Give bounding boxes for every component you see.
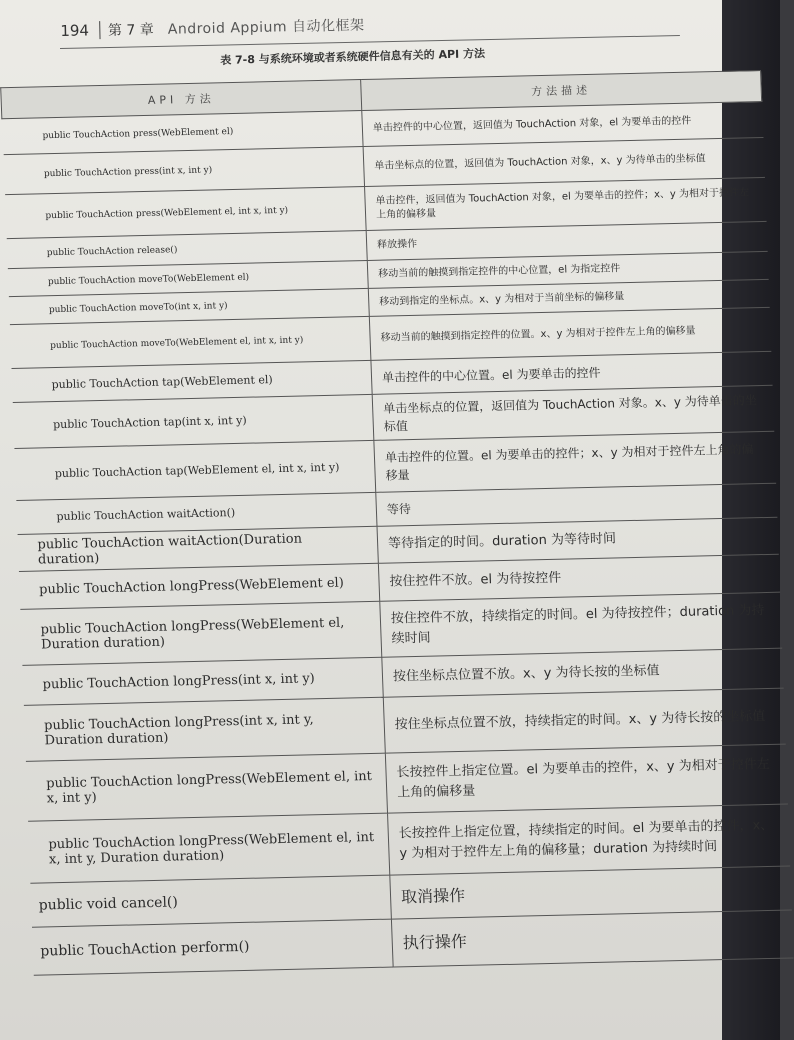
api-table: [0, 70, 793, 976]
description-cell: 按住控件不放，持续指定的时间。el 为待按控件；duration 为持续时间: [380, 592, 782, 657]
api-table-wrapper: [0, 70, 792, 976]
description-cell: 移动到指定的坐标点。x、y 为相对于当前坐标的偏移量: [368, 279, 769, 316]
description-cell: 单击控件，返回值为 TouchAction 对象，el 为要单击的控件；x、y 为相对于控件左上角的偏移量: [365, 177, 767, 230]
api-cell: public TouchAction tap(int x, int y): [12, 394, 374, 448]
description-cell: 单击坐标点的位置，返回值为 TouchAction 对象。x、y 为待单击的坐标值: [372, 385, 774, 440]
description-cell: 按住控件不放。el 为待按控件: [378, 554, 779, 601]
table-caption: 表 7-8 与系统环境或者系统硬件信息有关的 API 方法: [220, 47, 486, 67]
description-cell: 移动当前的触摸到指定控件的中心位置，el 为指定控件: [367, 251, 768, 288]
description-cell: 移动当前的触摸到指定控件的位置。x、y 为相对于控件左上角的偏移量: [369, 307, 771, 360]
book-title: Android Appium 自动化框架: [167, 17, 365, 38]
api-cell: public TouchAction tap(WebElement el): [11, 360, 372, 402]
description-cell: 单击控件的中心位置。el 为要单击的控件: [371, 351, 772, 394]
api-cell: public TouchAction press(WebElement el): [2, 111, 363, 155]
page-number: 194: [60, 21, 90, 40]
description-cell: 释放操作: [366, 221, 767, 260]
description-cell: 单击控件的中心位置，返回值为 TouchAction 对象，el 为要单击的控件: [362, 101, 763, 146]
api-cell: public TouchAction perform(): [31, 919, 393, 975]
description-cell: 取消操作: [390, 866, 792, 919]
api-cell: public TouchAction press(int x, int y): [3, 147, 364, 195]
api-cell: public TouchAction longPress(int x, int y): [22, 657, 383, 705]
chapter-label: 第 7 章: [107, 22, 154, 39]
api-cell: public TouchAction release(): [6, 230, 367, 268]
api-cell: public TouchAction waitAction(): [16, 492, 377, 534]
description-cell: 等待: [376, 483, 777, 526]
api-cell: public TouchAction moveTo(WebElement el, int x, int y): [9, 316, 371, 368]
header-separator: [99, 21, 100, 39]
api-cell: public TouchAction tap(WebElement el, int x, int y): [14, 440, 376, 500]
api-cell: public void cancel(): [30, 875, 392, 927]
description-cell: 单击坐标点的位置，返回值为 TouchAction 对象，x、y 为待单击的坐标值: [363, 137, 764, 186]
description-cell: 长按控件上指定位置，持续指定的时间。el 为要单击的控件，x、y 为相对于控件左上角的偏移量；duration 为持续时间: [388, 804, 790, 875]
api-cell: public TouchAction longPress(WebElement el, Duration duration): [20, 601, 382, 665]
description-cell: 执行操作: [391, 910, 793, 967]
description-cell: 按住坐标点位置不放。x、y 为待长按的坐标值: [382, 648, 783, 697]
description-cell: 等待指定的时间。duration 为等待时间: [377, 517, 778, 563]
api-cell: public TouchAction longPress(WebElement el): [18, 563, 379, 609]
description-cell: 长按控件上指定位置。el 为要单击的控件，x、y 为相对于控件左上角的偏移量: [385, 744, 787, 813]
api-cell: public TouchAction waitAction(Duration duration): [17, 526, 378, 571]
api-cell: public TouchAction longPress(WebElement el, int x, int y): [25, 753, 387, 821]
column-header-api: API 方法: [1, 80, 362, 119]
description-cell: 按住坐标点位置不放，持续指定的时间。x、y 为待长按的坐标值: [383, 688, 785, 753]
api-cell: public TouchAction longPress(WebElement el, int x, int y, Duration duration): [28, 813, 390, 883]
api-cell: public TouchAction moveTo(WebElement el): [7, 260, 368, 296]
column-header-description: 方法描述: [361, 70, 762, 110]
api-cell: public TouchAction moveTo(int x, int y): [8, 288, 369, 324]
description-cell: 单击控件的位置。el 为要单击的控件；x、y 为相对于控件左上角的偏移量: [374, 431, 776, 492]
api-cell: public TouchAction longPress(int x, int y, Duration duration): [23, 697, 385, 761]
api-cell: public TouchAction press(WebElement el, int x, int y): [5, 187, 367, 239]
